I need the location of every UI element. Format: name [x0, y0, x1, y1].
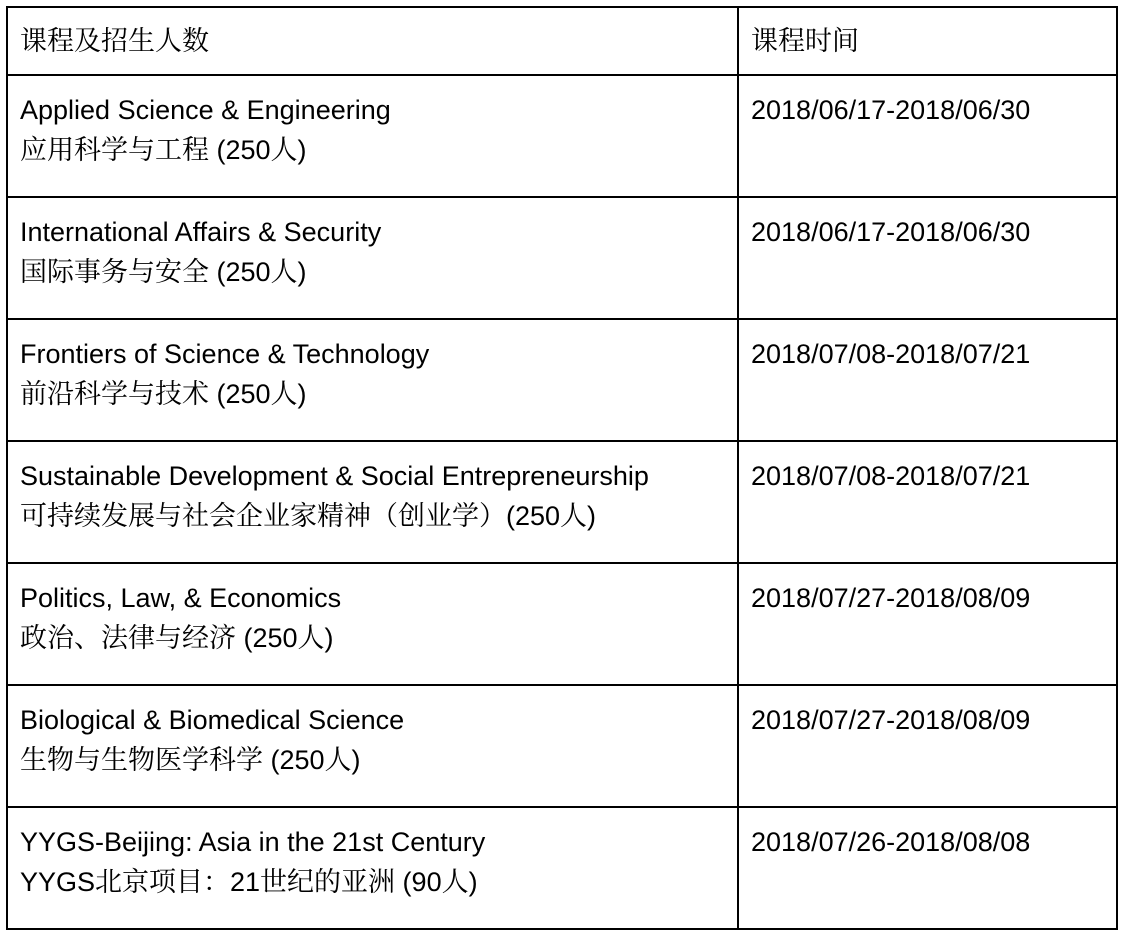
course-dates-cell: [738, 563, 1117, 685]
table-row: [7, 75, 1117, 197]
course-name-zh: YYGS北京项目：21世纪的亚洲 (90人): [20, 867, 478, 897]
course-name-en: Politics, Law, & Economics: [20, 583, 342, 613]
course-cell: [7, 685, 738, 807]
course-name-en: Applied Science & Engineering: [20, 95, 391, 125]
course-cell: [7, 441, 738, 563]
course-cell: [7, 75, 738, 197]
course-dates: 2018/07/08-2018/07/21: [751, 339, 1031, 369]
course-schedule-table: [6, 6, 1118, 930]
course-dates-cell: [738, 75, 1117, 197]
course-dates: 2018/06/17-2018/06/30: [751, 217, 1031, 247]
course-dates: 2018/07/08-2018/07/21: [751, 461, 1031, 491]
course-dates: 2018/06/17-2018/06/30: [751, 95, 1031, 125]
course-dates-cell: [738, 685, 1117, 807]
course-cell: [7, 319, 738, 441]
header-course-dates: 课程时间: [738, 7, 1117, 75]
course-dates: 2018/07/27-2018/08/09: [751, 583, 1031, 613]
table-row: [7, 807, 1117, 929]
course-name-zh: 应用科学与工程 (250人): [20, 135, 307, 165]
course-name-zh: 国际事务与安全 (250人): [20, 257, 307, 287]
table-row: [7, 563, 1117, 685]
course-name-zh: 生物与生物医学科学 (250人): [20, 745, 361, 775]
course-name-en: Biological & Biomedical Science: [20, 705, 405, 735]
course-name-zh: 政治、法律与经济 (250人): [20, 623, 334, 653]
course-cell: [7, 563, 738, 685]
course-dates: 2018/07/26-2018/08/08: [751, 827, 1031, 857]
course-name-en: Frontiers of Science & Technology: [20, 339, 430, 369]
course-name-en: YYGS-Beijing: Asia in the 21st Century: [20, 827, 486, 857]
course-dates-cell: [738, 319, 1117, 441]
table-row: [7, 319, 1117, 441]
table-row: [7, 197, 1117, 319]
course-dates: 2018/07/27-2018/08/09: [751, 705, 1031, 735]
course-dates-cell: [738, 197, 1117, 319]
course-dates-cell: [738, 807, 1117, 929]
course-name-en: Sustainable Development & Social Entrepreneurship: [20, 461, 649, 491]
course-cell: [7, 197, 738, 319]
header-row: [7, 7, 1117, 75]
course-cell: [7, 807, 738, 929]
table-row: [7, 685, 1117, 807]
header-course-enrollment: 课程及招生人数: [7, 7, 738, 75]
table-row: [7, 441, 1117, 563]
course-name-zh: 可持续发展与社会企业家精神（创业学）(250人): [20, 501, 597, 531]
course-name-en: International Affairs & Security: [20, 217, 382, 247]
course-name-zh: 前沿科学与技术 (250人): [20, 379, 307, 409]
course-dates-cell: [738, 441, 1117, 563]
